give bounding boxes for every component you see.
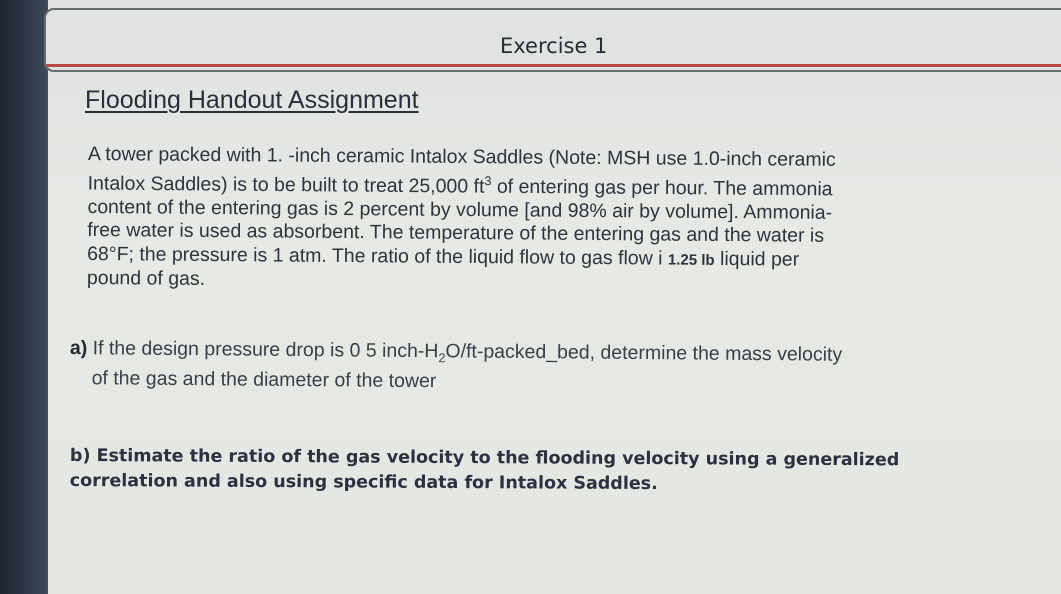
question-line: b) Estimate the ratio of the gas velocity to the flooding velocity using a generalized — [69, 445, 900, 471]
superscript: 3 — [484, 173, 492, 188]
question-text: O/ft-packed_bed, determine the mass velocity — [445, 340, 843, 366]
problem-text: of entering gas per hour. The ammonia — [491, 175, 833, 200]
question-b — [70, 444, 1020, 499]
title-divider — [46, 64, 1061, 67]
problem-text: Intalox Saddles) is to be built to treat 25,000 ft — [87, 171, 485, 198]
problem-line: A tower packed with 1. -inch ceramic Intalox Saddles (Note: MSH use 1.0-inch ceramic — [87, 143, 836, 171]
problem-line: free water is used as absorbent. The temperature of the entering gas and the water is — [87, 218, 825, 247]
problem-text: liquid per — [714, 247, 800, 271]
question-text: If the design pressure drop is 0 5 inch-H — [87, 337, 439, 363]
question-line: of the gas and the diameter of the tower — [91, 367, 437, 393]
problem-text: 68°F; the pressure is 1 atm. The ratio of the liquid flow to gas flow i — [87, 242, 663, 270]
ratio-value: 1.25 lb — [667, 251, 715, 269]
problem-line: pound of gas. — [86, 266, 206, 290]
section-heading: Flooding Handout Assignment — [85, 86, 419, 114]
page-title: Exercise 1 — [500, 34, 608, 58]
problem-statement — [87, 143, 1038, 298]
question-a — [70, 337, 1020, 398]
question-label: a) — [69, 337, 88, 360]
subscript: 2 — [438, 351, 446, 366]
question-line: correlation and also using specific data for Intalox Saddles. — [69, 470, 658, 495]
problem-line: content of the entering gas is 2 percent by volume [and 98% air by volume]. Ammonia- — [87, 195, 833, 224]
